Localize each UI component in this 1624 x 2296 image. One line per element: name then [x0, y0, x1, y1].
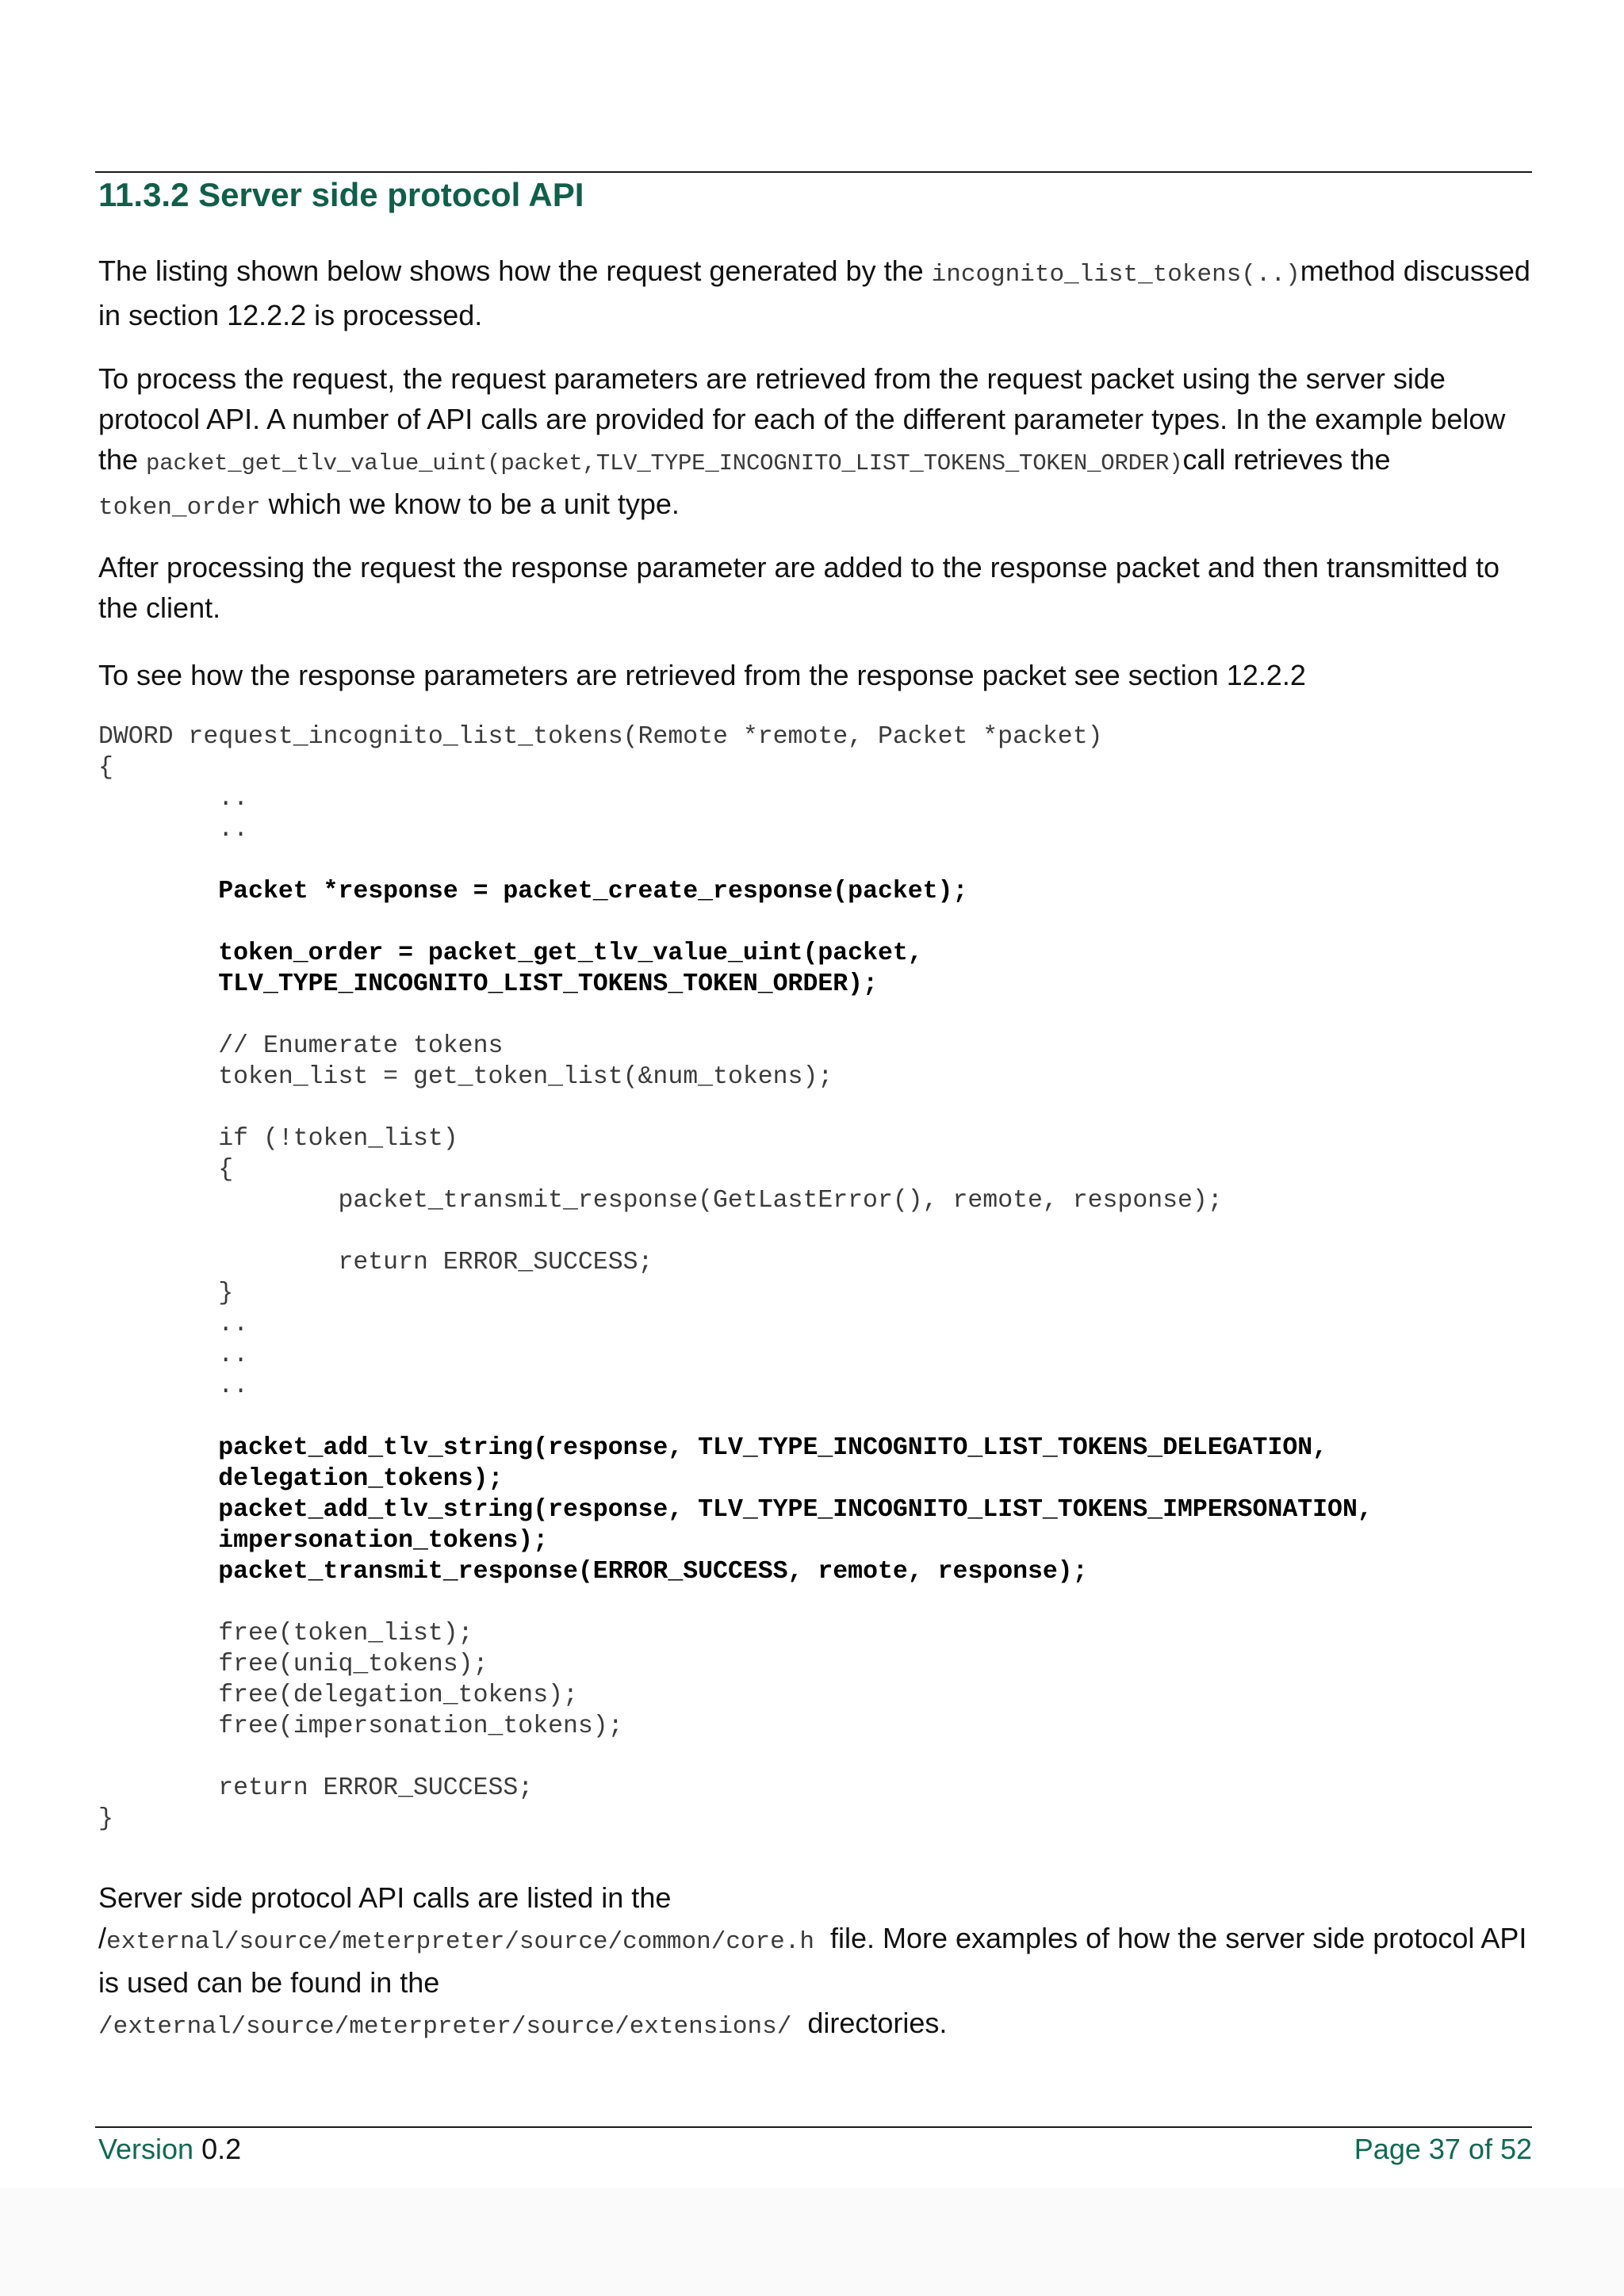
paragraph-response: After processing the request the response parameter are added to the response packet and then transmitted to the client. [98, 551, 1500, 624]
page-bottom-margin [0, 2188, 1624, 2296]
footer-version-label: Version [98, 2133, 202, 2165]
code-ellipsis: .. [218, 1372, 249, 1400]
paragraph-intro-text: The listing shown below shows how the request generated by the [98, 254, 932, 287]
inline-code-api-call: packet_get_tlv_value_uint(packet,TLV_TYPE_INCOGNITO_LIST_TOKENS_TOKEN_ORDER) [146, 450, 1183, 476]
inline-code-token-order: token_order [98, 494, 261, 522]
code-create-response: Packet *response = packet_create_response(packet); [218, 878, 968, 905]
paragraph-process-end: which we know to be a unit type. [260, 488, 680, 520]
section-heading: 11.3.2 Server side protocol API [98, 176, 584, 213]
code-add-impersonation-line-1: packet_add_tlv_string(response, TLV_TYPE_INCOGNITO_LIST_TOKENS_IMPERSONATION, [218, 1496, 1373, 1524]
paragraph-process [98, 358, 1534, 528]
code-ellipsis: .. [218, 1311, 249, 1338]
paragraph-api-location-end: directories. [791, 2007, 948, 2039]
paragraph-intro-text-end: method discussed in section 12.2.2 is processed. [98, 254, 1530, 331]
code-add-delegation-line-2: delegation_tokens); [218, 1465, 504, 1493]
paragraph-api-location-line-1: Server side protocol API calls are listed in the [98, 1881, 672, 1914]
inline-code-method: incognito_list_tokens(..) [931, 261, 1300, 289]
code-add-impersonation-line-2: impersonation_tokens); [218, 1527, 549, 1555]
paragraph-process-mid: call retrieves the [1182, 443, 1391, 476]
footer-rule [95, 2126, 1532, 2128]
code-free-token-list: free(token_list); [218, 1620, 473, 1647]
code-close-brace: } [98, 1805, 113, 1833]
code-add-delegation-line-1: packet_add_tlv_string(response, TLV_TYPE_INCOGNITO_LIST_TOKENS_DELEGATION, [218, 1434, 1328, 1462]
paragraph-intro [98, 251, 1534, 335]
code-ellipsis: .. [218, 785, 249, 813]
code-listing [98, 721, 1373, 1835]
code-if-line: if (!token_list) [218, 1125, 458, 1153]
footer-version [98, 2130, 241, 2169]
paragraph-see-section: To see how the response parameters are retrieved from the response packet see section 12.2.2 [98, 659, 1306, 691]
inline-code-extensions-path: /external/source/meterpreter/source/extensions/ [98, 2013, 792, 2041]
paragraph-api-location [98, 1877, 1534, 2047]
path-slash: / [98, 1922, 107, 1954]
code-token-order-line-2: TLV_TYPE_INCOGNITO_LIST_TOKENS_TOKEN_ORDER); [218, 970, 878, 998]
code-token-list: token_list = get_token_list(&num_tokens); [218, 1063, 833, 1091]
code-token-order-line-1: token_order = packet_get_tlv_value_uint(packet, [218, 939, 923, 967]
code-free-uniq-tokens: free(uniq_tokens); [218, 1651, 488, 1678]
code-ellipsis: .. [218, 816, 249, 844]
code-transmit-error: packet_transmit_response(GetLastError(), remote, response); [338, 1187, 1223, 1215]
inline-code-core-path: external/source/meterpreter/source/common/core.h [106, 1928, 814, 1956]
paragraph-process-text: To process the request, the request parameters are retrieved from the request packet using the server side protocol API. A number of API calls are provided for each of the different parameter types. In the example below the [98, 362, 1506, 476]
code-transmit-success: packet_transmit_response(ERROR_SUCCESS, remote, response); [218, 1558, 1088, 1586]
paragraph-api-location-mid: file. More examples of how the server side protocol API is used can be found in the [98, 1922, 1535, 1999]
code-signature: DWORD request_incognito_list_tokens(Remote *remote, Packet *packet) [98, 723, 1103, 751]
code-free-impersonation-tokens: free(impersonation_tokens); [218, 1712, 623, 1740]
footer-version-number: 0.2 [201, 2133, 242, 2165]
code-comment: // Enumerate tokens [218, 1032, 504, 1060]
code-free-delegation-tokens: free(delegation_tokens); [218, 1682, 578, 1709]
code-inner-open-brace: { [218, 1156, 234, 1184]
code-return-final: return ERROR_SUCCESS; [218, 1774, 534, 1802]
code-ellipsis: .. [218, 1341, 249, 1369]
code-inner-close-brace: } [218, 1280, 234, 1307]
code-open-brace: { [98, 754, 113, 782]
code-return-inner: return ERROR_SUCCESS; [338, 1249, 653, 1276]
footer-page-number: Page 37 of 52 [1354, 2133, 1532, 2165]
